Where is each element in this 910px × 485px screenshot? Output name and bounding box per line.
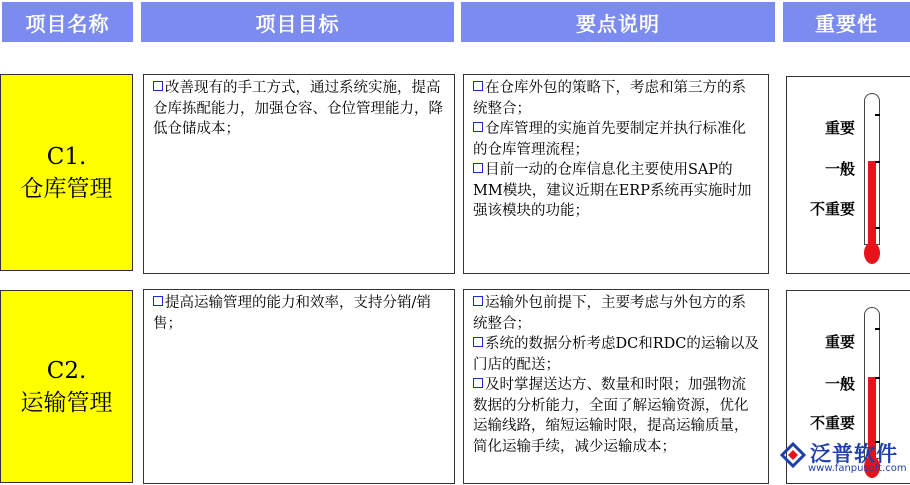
thermometer-tick [875,377,880,379]
row-2-goals [143,289,455,484]
header-project-goal: 项目目标 [141,2,454,42]
checkbox-bullet-icon [473,296,483,306]
row-2-point-item: 及时掌握送达方、数量和时限；加强物流数据的分析能力，全面了解运输资源，优化运输线路，缩短运输时限，提高运输质量，简化运输手续，减少运输成本； [473,377,749,455]
checkbox-bullet-icon [153,81,163,91]
row-1-point-item: 仓库管理的实施首先要制定并执行标准化的仓库管理流程； [473,121,746,158]
row-2-code: C2. [46,357,87,384]
logo-url: www.fanpusoft.com [808,463,907,474]
thermometer-tick [875,161,880,163]
importance-label-medium: 一般 [824,160,855,178]
row-1-point-item: 目前一动的仓库信息化主要使用SAP的MM模块，建议近期在ERP系统再实施时加强该模块的功能； [473,162,752,219]
importance-label-low: 不重要 [809,414,855,432]
logo-name: 泛普软件 [810,442,898,466]
importance-label-high: 重要 [824,333,855,351]
header-importance: 重要性 [783,2,910,42]
thermometer-tick [875,114,880,116]
fanpusoft-logo [778,436,906,482]
row-1-point-item: 在仓库外包的策略下，考虑和第三方的系统整合； [473,80,746,117]
row-1-points [463,74,769,274]
checkbox-bullet-icon [473,81,483,91]
importance-label-low: 不重要 [809,200,855,218]
row-2-title: 运输管理 [20,389,113,416]
row-1-importance [786,76,910,274]
row-1-goals [143,74,455,274]
row-2-points [463,289,769,484]
thermometer-tick [875,227,880,229]
row-1-title: 仓库管理 [20,175,113,202]
header-project-name: 项目名称 [2,2,133,42]
row-1-goal-item: 改善现有的手工方式，通过系统实施，提高仓库拣配能力，加强仓容、仓位管理能力，降低仓储成本； [153,80,443,137]
thermometer-tick [875,328,880,330]
header-key-points: 要点说明 [461,2,775,42]
checkbox-bullet-icon [153,296,163,306]
row-2-name [0,290,133,483]
row-2-point-item: 运输外包前提下，主要考虑与外包方的系统整合； [473,295,746,332]
thermometer-fill [868,161,876,247]
row-2-goal-item: 提高运输管理的能力和效率，支持分销/销售； [153,295,431,332]
row-2-point-item: 系统的数据分析考虑DC和RDC的运输以及门店的配送； [473,336,759,373]
checkbox-bullet-icon [473,378,483,388]
row-1-name [0,74,133,271]
thermometer-bulb [864,242,880,264]
row-1-code: C1. [46,143,87,170]
checkbox-bullet-icon [473,337,483,347]
checkbox-bullet-icon [473,122,483,132]
fanpusoft-logo-icon [778,440,808,470]
importance-label-high: 重要 [824,119,855,137]
checkbox-bullet-icon [473,163,483,173]
importance-label-medium: 一般 [824,375,855,393]
